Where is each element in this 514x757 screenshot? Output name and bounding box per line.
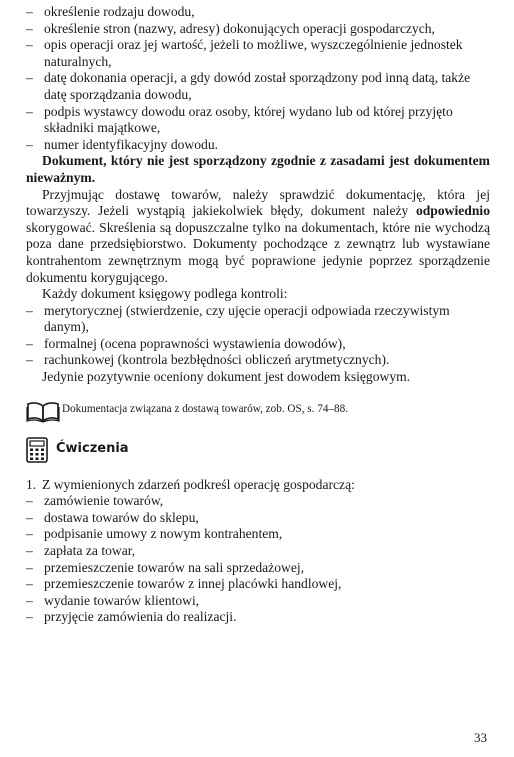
dash: – [26,4,33,19]
sidenote-text: Dokumentacja związana z dostawą towarów, zob. OS, s. 74–88. [62,402,349,415]
dash: – [26,335,33,351]
dash: – [26,543,33,559]
list-item: – opis operacji oraz jej wartość, jeżeli to możliwe, wyszczególnienie jednostek naturalnych, [26,37,463,69]
list-item: – przyjęcie zamówienia do realizacji. [26,609,237,625]
paragraph-conclusion: Jedynie pozytywnie oceniony dokument jest dowodem księgowym. [42,369,411,385]
bold-statement: Dokument, który nie jest sporządzony zgodnie z zasadami jest dokumentem nieważnym. [26,153,490,185]
dash: – [26,592,33,608]
dash: – [26,302,33,318]
list-item: – podpisanie umowy z nowym kontrahentem, [26,526,283,542]
dash: – [26,526,33,542]
list-item: – przemieszczenie towarów na sali sprzedażowej, [26,559,305,575]
list-item: – określenie rodzaju dowodu, [26,4,195,19]
list-item: – zapłata za towar, [26,543,136,559]
list-item: – rachunkowej (kontrola bezbłędności obliczeń arytmetycznych). [26,352,390,368]
page-number: 33 [474,730,487,745]
dash: – [26,559,33,575]
dash: – [26,20,33,36]
list-item: – formalnej (ocena poprawności wystawienia dowodów), [26,335,346,351]
paragraph-delivery: Przyjmując dostawę towarów, należy sprawdzić dokumentację, która jej towarzyszy. Jeżeli wystąpią jakiekolwiek błędy, dokument należy odpowiednio skorygować. Skreślenia są dopuszczalne tylko na dokumentach, które nie wychodzą poza dane przedsiębiorstwo. Dokumenty pochodzące z zewnątrz lub wystawiane kontrahentom zewnętrznym mogą być poprawione jedynie poprzez sporządzenie dokumentu korygującego. [26,186,490,285]
dash: – [26,37,33,53]
dash: – [26,70,33,86]
dash: – [26,352,33,368]
list-item: – numer identyfikacyjny dowodu. [26,136,219,152]
paragraph-control: Każdy dokument księgowy podlega kontroli: [42,286,288,302]
page-content [26,4,490,626]
exercise-number: 1. [26,476,37,492]
dash: – [26,509,33,525]
document-elements-list [26,4,490,153]
open-book-icon [26,401,60,423]
control-types-list [26,303,490,369]
exercise-1: 1. Z wymienionych zdarzeń podkreśl operację gospodarczą: [26,476,355,492]
list-item: – zamówienie towarów, [26,493,164,509]
list-item: – przemieszczenie towarów z innej placówki handlowej, [26,576,342,592]
dash: – [26,103,33,119]
dash: – [26,136,33,152]
list-item: – merytorycznej (stwierdzenie, czy ujęcie operacji odpowiada rzeczywistym danym), [26,302,450,335]
exercises-title: Ćwiczenia [56,441,129,457]
list-item: – wydanie towarów klientowi, [26,592,200,608]
list-item: – określenie stron (nazwy, adresy) dokonujących operacji gospodarczych, [26,20,435,36]
sidenote [26,401,490,423]
list-item: – datę dokonania operacji, a gdy dowód został sporządzony pod inną datą, także datę sporządzania dowodu, [26,70,471,102]
list-item: – dostawa towarów do sklepu, [26,509,199,525]
emphasis: odpowiednio [415,203,490,219]
exercises-header [26,437,490,463]
exercise-events-list [26,493,490,626]
dash: – [26,493,33,509]
list-item: – podpis wystawcy dowodu oraz osoby, której wydano lub od której przyjęto składniki majątkowe, [26,103,453,136]
dash: – [26,609,33,625]
calculator-icon [26,437,48,463]
dash: – [26,576,33,592]
